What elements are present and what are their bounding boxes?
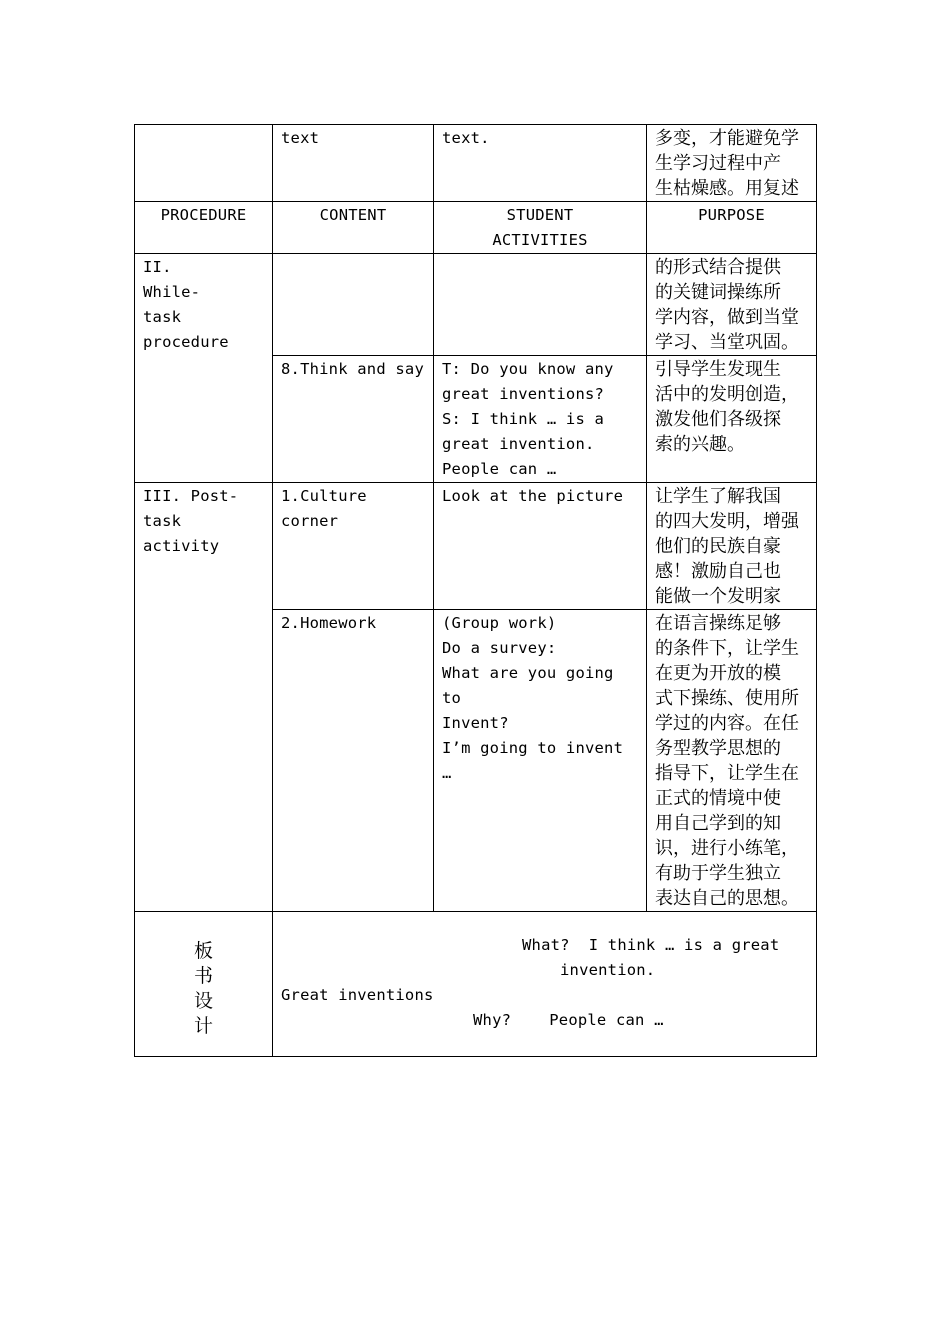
purpose-cell (647, 125, 817, 202)
purpose-line: 的关键词操练所 (655, 282, 781, 303)
purpose-line: 能做一个发明家 (655, 586, 781, 607)
purpose-line: 用自己学到的知 (655, 813, 781, 834)
activities-line: to (442, 689, 462, 707)
activities-line: Look at the picture (442, 487, 624, 505)
purpose-line: 多变，才能避免学 (655, 128, 799, 149)
board-design-row (135, 912, 817, 1057)
purpose-line: 学过的内容。在任 (655, 713, 799, 734)
purpose-line: 识，进行小练笔， (655, 838, 799, 859)
content-line: 2.Homework (281, 614, 377, 632)
purpose-line: 生学习过程中产 (655, 153, 781, 174)
activities-line: Invent? (442, 714, 509, 732)
activities-cell (434, 356, 647, 483)
header-purpose (647, 202, 817, 254)
purpose-line: 指导下，让学生在 (655, 763, 799, 784)
purpose-line: 有助于学生独立 (655, 863, 781, 884)
purpose-cell (647, 356, 817, 483)
purpose-cell (647, 610, 817, 912)
purpose-cell (647, 483, 817, 610)
procedure-line: task (143, 512, 182, 530)
header-content-label: CONTENT (319, 206, 387, 224)
board-what-line-2: invention. (560, 961, 656, 979)
procedure-cell (135, 125, 273, 202)
content-cell (273, 356, 434, 483)
board-design-title (135, 912, 273, 1057)
activities-line: I’m going to invent (442, 739, 624, 757)
header-activities (434, 202, 647, 254)
activities-cell (434, 125, 647, 202)
purpose-line: 感！激励自己也 (655, 561, 781, 582)
content-text: text (281, 129, 320, 147)
purpose-line: 的条件下，让学生 (655, 638, 799, 659)
content-text: 8.Think and say (281, 360, 424, 378)
purpose-line: 的四大发明，增强 (655, 511, 799, 532)
procedure-cell (135, 254, 273, 483)
table-row (135, 483, 817, 610)
activities-cell (434, 254, 647, 356)
activities-cell (434, 483, 647, 610)
header-procedure (135, 202, 273, 254)
activities-line: (Group work) (442, 614, 557, 632)
purpose-line: 引导学生发现生 (655, 359, 781, 380)
purpose-line: 索的兴趣。 (655, 434, 745, 455)
board-title-char: 计 (193, 1015, 213, 1037)
header-purpose-label: PURPOSE (698, 206, 765, 224)
table-row (135, 254, 817, 356)
purpose-line: 表达自己的思想。 (655, 888, 799, 909)
activities-line: great invention. (442, 435, 595, 453)
content-cell (273, 483, 434, 610)
procedure-cell (135, 483, 273, 912)
board-title-char: 设 (193, 990, 213, 1012)
content-cell (273, 254, 434, 356)
board-center-topic: Great inventions (281, 986, 434, 1004)
header-activities-label: ACTIVITIES (492, 231, 588, 249)
purpose-line: 在更为开放的模 (655, 663, 781, 684)
purpose-line: 学内容，做到当堂 (655, 307, 799, 328)
purpose-line: 式下操练、使用所 (655, 688, 799, 709)
purpose-line: 活中的发明创造， (655, 384, 799, 405)
activities-text: text. (442, 129, 490, 147)
purpose-line: 学习、当堂巩固。 (655, 332, 799, 353)
procedure-line: task (143, 308, 182, 326)
purpose-line: 正式的情境中使 (655, 788, 781, 809)
table-header-row (135, 202, 817, 254)
table-row (135, 125, 817, 202)
board-what-line: What? I think … is a great (522, 936, 780, 954)
purpose-line: 他们的民族自豪 (655, 536, 781, 557)
content-line: corner (281, 512, 339, 530)
header-content (273, 202, 434, 254)
activities-line: People can … (442, 460, 557, 478)
header-procedure-label: PROCEDURE (160, 206, 247, 224)
board-why-line: Why? People can … (473, 1011, 664, 1029)
activities-line: great inventions? (442, 385, 605, 403)
procedure-line: procedure (143, 333, 229, 351)
purpose-line: 生枯燥感。用复述 (655, 178, 799, 199)
procedure-line: II. While- (143, 258, 210, 301)
lesson-plan-table (134, 124, 817, 1057)
board-layout (273, 912, 816, 1055)
activities-line: Do a survey: (442, 639, 557, 657)
content-line: 1.Culture (281, 487, 367, 505)
activities-line: T: Do you know any (442, 360, 614, 378)
board-design-content (273, 912, 817, 1057)
header-activities-label: STUDENT (506, 206, 574, 224)
board-title-char: 板 (193, 940, 213, 962)
activities-line: … (442, 764, 452, 782)
procedure-line: III. Post- (143, 487, 239, 505)
purpose-line: 让学生了解我国 (655, 486, 781, 507)
activities-line: S: I think … is a (442, 410, 605, 428)
purpose-line: 的形式结合提供 (655, 257, 781, 278)
board-title-char: 书 (193, 965, 213, 987)
content-cell (273, 125, 434, 202)
purpose-line: 在语言操练足够 (655, 613, 781, 634)
activities-line: What are you going (442, 664, 614, 682)
purpose-cell (647, 254, 817, 356)
purpose-line: 激发他们各级探 (655, 409, 781, 430)
procedure-line: activity (143, 537, 220, 555)
content-cell (273, 610, 434, 912)
purpose-line: 务型教学思想的 (655, 738, 781, 759)
activities-cell (434, 610, 647, 912)
